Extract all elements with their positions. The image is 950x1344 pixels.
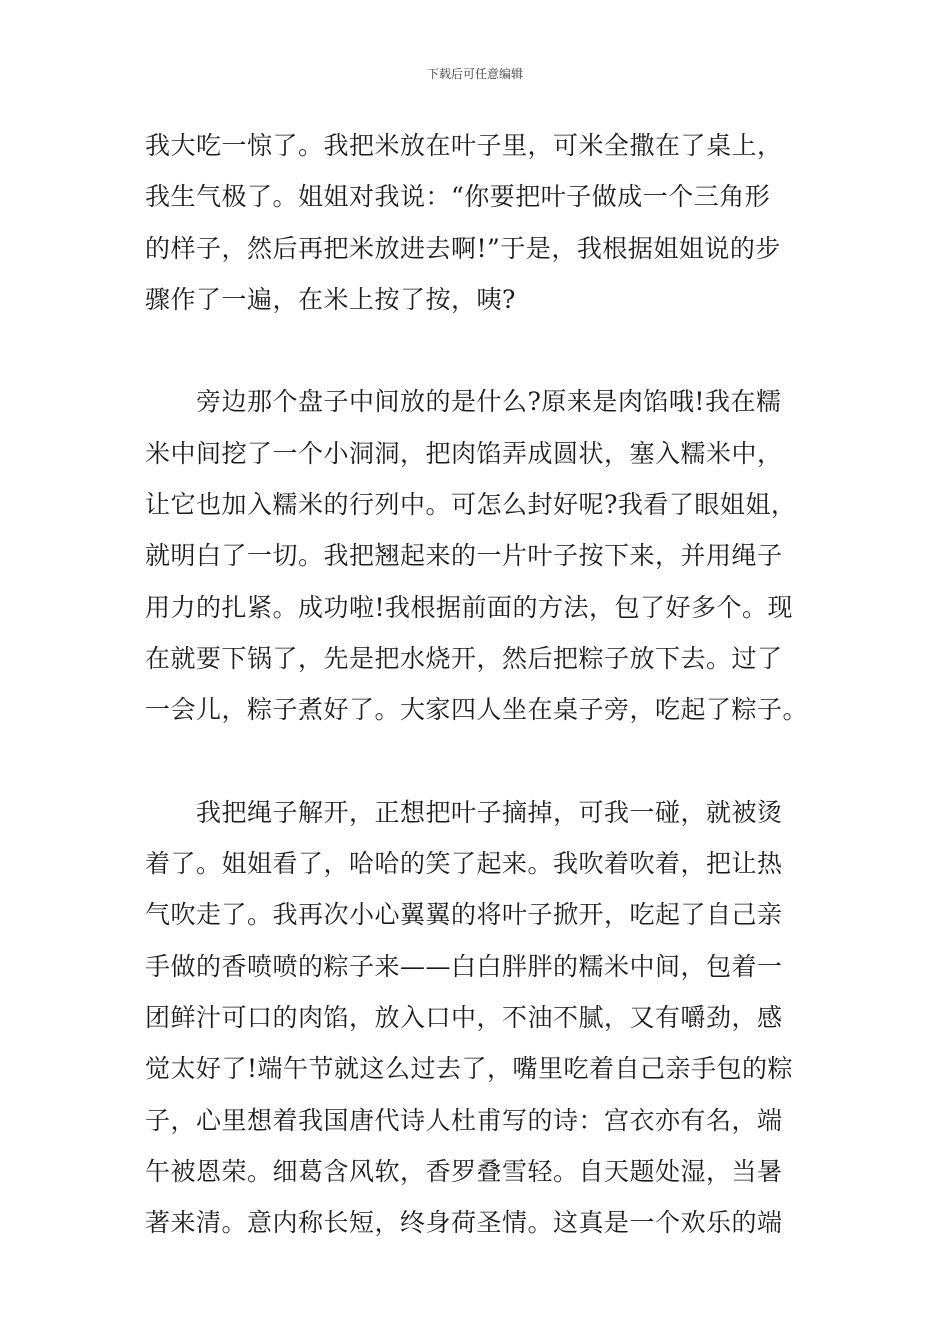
- text-line: 在就要下锅了，先是把水烧开，然后把粽子放下去。过了: [145, 643, 783, 673]
- text-line: 米中间挖了一个小洞洞，把肉馅弄成圆状，塞入糯米中，: [145, 438, 783, 468]
- text-line: 我生气极了。姐姐对我说：“你要把叶子做成一个三角形: [145, 182, 771, 212]
- text-line: 一会儿，粽子煮好了。大家四人坐在桌子旁，吃起了粽子。: [145, 695, 809, 725]
- document-body: [145, 120, 810, 1249]
- page-header: 下载后可任意编辑: [426, 67, 523, 81]
- text-line: 用力的扎紧。成功啦!我根据前面的方法，包了好多个。现: [145, 592, 794, 622]
- text-line: 我大吃一惊了。我把米放在叶子里，可米全撒在了桌上，: [145, 131, 783, 160]
- text-line: 觉太好了!端午节就这么过去了，嘴里吃着自己亲手包的粽: [145, 1054, 794, 1084]
- paragraph-1: [145, 120, 810, 325]
- paragraph-2: [145, 376, 810, 735]
- text-line: 着了。姐姐看了，哈哈的笑了起来。我吹着吹着，把让热: [145, 849, 783, 879]
- text-line: 旁边那个盘子中间放的是什么?原来是肉馅哦!我在糯: [145, 387, 782, 417]
- text-line: 著来清。意内称长短，终身荷圣情。这真是一个欢乐的端: [145, 1208, 783, 1238]
- text-line: 手做的香喷喷的粽子来——白白胖胖的糯米中间，包着一: [145, 951, 783, 981]
- text-line: 气吹走了。我再次小心翼翼的将叶子掀开，吃起了自己亲: [145, 900, 783, 930]
- paragraph-3: [145, 787, 810, 1249]
- text-line: 就明白了一切。我把翘起来的一片叶子按下来，并用绳子: [145, 541, 783, 571]
- text-line: 我把绳子解开，正想把叶子摘掉，可我一碰，就被烫: [145, 797, 783, 827]
- text-line: 午被恩荣。细葛含风软，香罗叠雪轻。自天题处湿，当暑: [145, 1156, 783, 1186]
- text-line: 的样子，然后再把米放进去啊!”于是，我根据姐姐说的步: [145, 233, 781, 263]
- text-line: 团鲜汁可口的肉馅，放入口中，不油不腻，又有嚼劲，感: [145, 1003, 783, 1033]
- text-line: 子，心里想着我国唐代诗人杜甫写的诗：宫衣亦有名，端: [145, 1105, 783, 1135]
- text-line: 骤作了一遍，在米上按了按，咦?: [145, 284, 516, 314]
- text-line: 让它也加入糯米的行列中。可怎么封好呢?我看了眼姐姐，: [145, 490, 797, 520]
